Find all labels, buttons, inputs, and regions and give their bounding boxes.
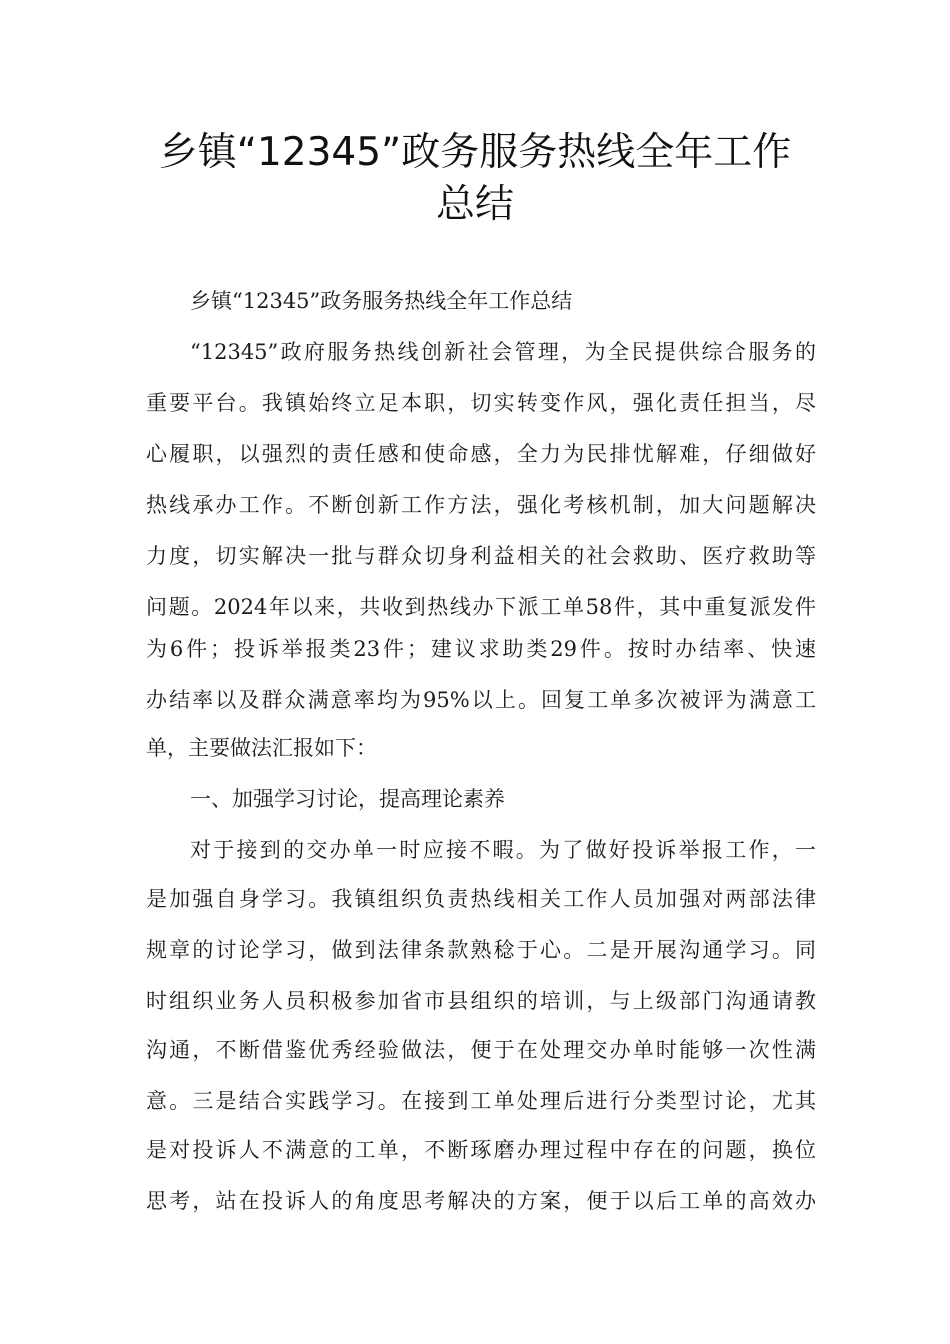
- body-line: 意。三是结合实践学习。在接到工单处理后进行分类型讨论，尤其: [146, 1089, 816, 1113]
- body-line: “12345”政府服务热线创新社会管理，为全民提供综合服务的: [190, 340, 816, 364]
- body-line: 热线承办工作。不断创新工作方法，强化考核机制，加大问题解决: [146, 493, 816, 517]
- section-heading: 一、加强学习讨论，提高理论素养: [190, 787, 505, 811]
- body-line: 是加强自身学习。我镇组织负责热线相关工作人员加强对两部法律: [146, 887, 816, 911]
- body-line: 重要平台。我镇始终立足本职，切实转变作风，强化责任担当，尽: [146, 391, 816, 415]
- body-line: 规章的讨论学习，做到法律条款熟稔于心。二是开展沟通学习。同: [146, 938, 816, 962]
- body-line: 办结率以及群众满意率均为95%以上。回复工单多次被评为满意工: [146, 688, 816, 712]
- body-line: 思考，站在投诉人的角度思考解决的方案，便于以后工单的高效办: [146, 1189, 816, 1213]
- body-line: 单，主要做法汇报如下：: [146, 736, 377, 760]
- body-line: 力度，切实解决一批与群众切身利益相关的社会救助、医疗救助等: [146, 544, 816, 568]
- body-line: 对于接到的交办单一时应接不暇。为了做好投诉举报工作，一: [190, 838, 816, 862]
- body-line: 问题。2024年以来，共收到热线办下派工单58件，其中重复派发件: [146, 595, 816, 619]
- body-line: 时组织业务人员积极参加省市县组织的培训，与上级部门沟通请教: [146, 989, 816, 1013]
- body-line: 沟通，不断借鉴优秀经验做法，便于在处理交办单时能够一次性满: [146, 1038, 816, 1062]
- body-line: 为6件；投诉举报类23件；建议求助类29件。按时办结率、快速: [146, 637, 816, 661]
- body-line: 是对投诉人不满意的工单，不断琢磨办理过程中存在的问题，换位: [146, 1138, 816, 1162]
- body-line: 心履职，以强烈的责任感和使命感，全力为民排忧解难，仔细做好: [146, 442, 816, 466]
- document-title-line-2: 总结: [435, 182, 514, 227]
- subtitle-line: 乡镇“12345”政务服务热线全年工作总结: [190, 289, 573, 313]
- document-title-line-1: 乡镇“12345”政务服务热线全年工作: [158, 130, 792, 175]
